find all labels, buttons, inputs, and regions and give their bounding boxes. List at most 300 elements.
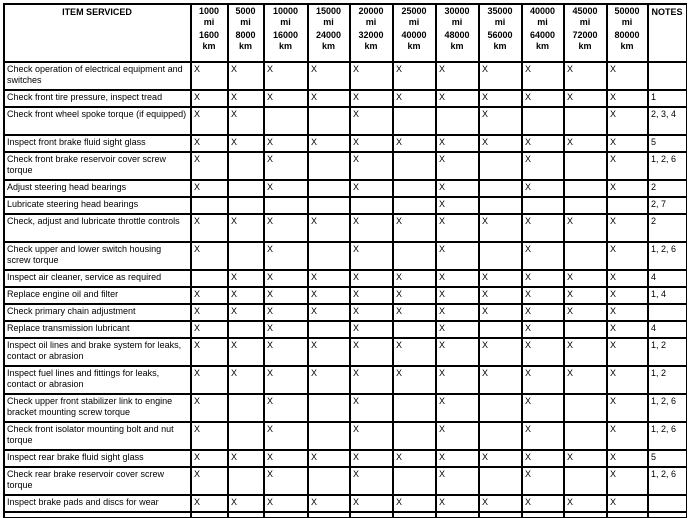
service-mark-cell: X <box>564 338 607 366</box>
notes-header: NOTES <box>648 4 687 62</box>
header-row <box>4 4 687 62</box>
service-mark-cell <box>228 321 264 338</box>
service-mark-cell: X <box>308 270 350 287</box>
service-mark-cell <box>228 197 264 214</box>
service-mark-cell: X <box>564 135 607 152</box>
service-mark-cell: X <box>308 450 350 467</box>
item-serviced-cell: Check primary chain adjustment <box>4 304 191 321</box>
service-mark-cell: X <box>264 321 308 338</box>
service-mark-cell: X <box>522 366 564 394</box>
interval-header <box>393 4 436 62</box>
service-mark-cell <box>522 197 564 214</box>
service-mark-cell: X <box>350 394 393 422</box>
notes-cell: 1, 2, 6 <box>648 152 687 180</box>
service-mark-cell: X <box>191 135 228 152</box>
service-mark-cell <box>191 270 228 287</box>
service-mark-cell: X <box>191 107 228 135</box>
service-mark-cell: X <box>264 62 308 90</box>
service-mark-cell: X <box>479 450 522 467</box>
service-mark-cell: X <box>350 107 393 135</box>
service-mark-cell: X <box>436 422 479 450</box>
service-mark-cell <box>393 321 436 338</box>
service-mark-cell: X <box>308 214 350 242</box>
schedule-row <box>4 90 687 107</box>
service-mark-cell: X <box>436 197 479 214</box>
notes-cell: 4 <box>648 321 687 338</box>
service-mark-cell <box>350 197 393 214</box>
service-mark-cell: X <box>191 422 228 450</box>
interval-km-unit: km <box>620 41 634 51</box>
item-serviced-cell: Check operation of electrical equipment and switches <box>4 62 191 90</box>
interval-km: 8000 <box>235 30 256 40</box>
service-mark-cell: X <box>479 338 522 366</box>
service-mark-cell: X <box>607 90 648 107</box>
interval-miles-unit: mi <box>323 17 334 27</box>
notes-cell: 4 <box>648 270 687 287</box>
interval-km: 72000 <box>572 30 598 40</box>
interval-miles-unit: mi <box>451 17 463 27</box>
item-serviced-cell: Check front wheel spoke torque (if equipped) <box>4 107 191 135</box>
service-mark-cell: X <box>228 450 264 467</box>
service-mark-cell: X <box>393 270 436 287</box>
notes-cell: 2, 3, 4 <box>648 107 687 135</box>
interval-miles: 45000 <box>572 6 598 16</box>
service-mark-cell: X <box>479 304 522 321</box>
service-mark-cell: X <box>191 180 228 197</box>
interval-header <box>564 4 607 62</box>
service-mark-cell: X <box>264 180 308 197</box>
service-mark-cell: X <box>607 495 648 512</box>
service-mark-cell: X <box>191 366 228 394</box>
interval-km-unit: km <box>407 41 421 51</box>
service-mark-cell <box>564 512 607 518</box>
interval-km-unit: km <box>321 41 335 51</box>
interval-miles-unit: mi <box>365 17 377 27</box>
notes-cell <box>648 304 687 321</box>
schedule-row <box>4 321 687 338</box>
service-mark-cell: X <box>228 135 264 152</box>
service-mark-cell: X <box>607 287 648 304</box>
service-mark-cell: X <box>191 450 228 467</box>
interval-header <box>264 4 308 62</box>
service-mark-cell: X <box>607 338 648 366</box>
service-mark-cell: X <box>522 287 564 304</box>
service-mark-cell: X <box>350 287 393 304</box>
service-mark-cell: X <box>393 135 436 152</box>
service-mark-cell <box>393 107 436 135</box>
schedule-row <box>4 422 687 450</box>
service-mark-cell: X <box>264 287 308 304</box>
service-mark-cell <box>479 422 522 450</box>
service-mark-cell: X <box>228 90 264 107</box>
service-mark-cell: X <box>436 338 479 366</box>
schedule-row <box>4 366 687 394</box>
service-mark-cell: X <box>350 242 393 270</box>
interval-miles: 40000 <box>529 6 556 16</box>
service-mark-cell: X <box>350 338 393 366</box>
item-serviced-cell: Inspect brake pads and discs for wear <box>4 495 191 512</box>
service-mark-cell: X <box>191 214 228 242</box>
service-mark-cell: X <box>564 366 607 394</box>
service-mark-cell: X <box>264 152 308 180</box>
service-mark-cell <box>393 180 436 197</box>
notes-cell: 1, 2 <box>648 366 687 394</box>
service-mark-cell: X <box>264 366 308 394</box>
service-mark-cell: X <box>522 62 564 90</box>
interval-header <box>350 4 393 62</box>
service-mark-cell: X <box>564 90 607 107</box>
interval-km: 56000 <box>487 30 513 40</box>
service-mark-cell: X <box>393 214 436 242</box>
interval-header <box>228 4 264 62</box>
interval-miles: 15000 <box>315 6 342 16</box>
schedule-row <box>4 62 687 90</box>
interval-km: 1600 <box>198 30 220 40</box>
notes-cell: 2 <box>648 214 687 242</box>
service-mark-cell: X <box>228 304 264 321</box>
service-mark-cell: X <box>522 214 564 242</box>
service-mark-cell <box>393 152 436 180</box>
service-mark-cell: X <box>393 450 436 467</box>
service-mark-cell <box>393 422 436 450</box>
service-mark-cell: X <box>522 495 564 512</box>
service-mark-cell: X <box>607 321 648 338</box>
service-mark-cell: X <box>191 287 228 304</box>
service-mark-cell: X <box>350 467 393 495</box>
service-mark-cell: X <box>564 270 607 287</box>
schedule-row <box>4 338 687 366</box>
service-mark-cell <box>564 467 607 495</box>
service-mark-cell: X <box>522 467 564 495</box>
service-mark-cell <box>393 394 436 422</box>
interval-header <box>607 4 648 62</box>
interval-miles: 20000 <box>358 6 384 16</box>
service-mark-cell: X <box>607 270 648 287</box>
service-mark-cell: X <box>350 180 393 197</box>
item-serviced-cell: Inspect fuel lines and fittings for leaks, contact or abrasion <box>4 366 191 394</box>
service-mark-cell: X <box>436 135 479 152</box>
schedule-row <box>4 107 687 135</box>
interval-miles: 30000 <box>444 6 470 16</box>
service-mark-cell: X <box>393 495 436 512</box>
service-mark-cell <box>308 197 350 214</box>
service-mark-cell <box>564 242 607 270</box>
service-mark-cell: X <box>308 62 350 90</box>
service-mark-cell: X <box>191 338 228 366</box>
service-mark-cell: X <box>479 62 522 90</box>
service-mark-cell: X <box>479 270 522 287</box>
service-mark-cell <box>393 467 436 495</box>
service-mark-cell: X <box>228 287 264 304</box>
service-mark-cell <box>308 107 350 135</box>
interval-miles-unit: mi <box>494 17 506 27</box>
service-mark-cell: X <box>264 242 308 270</box>
service-mark-cell <box>564 197 607 214</box>
service-mark-cell: X <box>308 304 350 321</box>
service-mark-cell: X <box>607 242 648 270</box>
service-mark-cell: X <box>308 90 350 107</box>
notes-cell: 2, 7 <box>648 197 687 214</box>
service-mark-cell <box>308 321 350 338</box>
service-mark-cell: X <box>393 287 436 304</box>
notes-cell: 1, 2, 6 <box>648 242 687 270</box>
service-mark-cell: X <box>393 90 436 107</box>
service-mark-cell: X <box>564 62 607 90</box>
service-mark-cell <box>479 394 522 422</box>
service-mark-cell <box>607 512 648 518</box>
service-mark-cell: X <box>228 338 264 366</box>
item-serviced-cell: Replace transmission lubricant <box>4 321 191 338</box>
interval-km: 16000 <box>272 30 299 40</box>
service-mark-cell: X <box>191 495 228 512</box>
service-mark-cell <box>393 197 436 214</box>
service-mark-cell <box>564 152 607 180</box>
service-mark-cell: X <box>436 321 479 338</box>
service-mark-cell: X <box>522 135 564 152</box>
schedule-row <box>4 270 687 287</box>
service-mark-cell: X <box>308 287 350 304</box>
notes-cell: 1, 4 <box>648 287 687 304</box>
service-mark-cell: X <box>350 152 393 180</box>
service-mark-cell: X <box>479 90 522 107</box>
service-mark-cell: X <box>264 450 308 467</box>
interval-km: 80000 <box>614 30 640 40</box>
service-mark-cell: X <box>191 90 228 107</box>
interval-miles: 5000 <box>235 6 256 16</box>
service-mark-cell <box>228 152 264 180</box>
schedule-row <box>4 197 687 214</box>
service-mark-cell: X <box>522 422 564 450</box>
interval-km: 48000 <box>444 30 470 40</box>
service-mark-cell: X <box>607 214 648 242</box>
service-mark-cell: X <box>607 467 648 495</box>
service-mark-cell <box>564 394 607 422</box>
service-mark-cell: X <box>393 304 436 321</box>
service-mark-cell <box>350 512 393 518</box>
service-mark-cell <box>228 422 264 450</box>
service-mark-cell <box>228 242 264 270</box>
service-mark-cell: X <box>350 321 393 338</box>
service-mark-cell: X <box>607 304 648 321</box>
service-mark-cell: X <box>564 450 607 467</box>
service-mark-cell <box>264 512 308 518</box>
service-mark-cell: X <box>522 321 564 338</box>
service-mark-cell <box>479 512 522 518</box>
service-mark-cell <box>308 394 350 422</box>
service-mark-cell <box>393 512 436 518</box>
item-serviced-cell: Check upper front stabilizer link to engine bracket mounting screw torque <box>4 394 191 422</box>
service-mark-cell <box>191 512 228 518</box>
service-mark-cell: X <box>350 450 393 467</box>
service-mark-cell: X <box>607 62 648 90</box>
service-mark-cell <box>479 197 522 214</box>
service-mark-cell: X <box>350 304 393 321</box>
service-mark-cell: X <box>522 304 564 321</box>
service-mark-cell: X <box>564 214 607 242</box>
interval-miles: 10000 <box>272 6 299 16</box>
service-mark-cell: X <box>264 394 308 422</box>
service-mark-cell: X <box>522 90 564 107</box>
item-serviced-cell: Check, adjust and lubricate throttle controls <box>4 214 191 242</box>
service-mark-cell: X <box>564 304 607 321</box>
service-mark-cell: X <box>350 62 393 90</box>
schedule-row <box>4 287 687 304</box>
service-mark-cell <box>436 512 479 518</box>
service-mark-cell: X <box>228 270 264 287</box>
notes-cell: 2 <box>648 180 687 197</box>
service-mark-cell: X <box>607 422 648 450</box>
interval-km-unit: km <box>450 41 464 51</box>
service-mark-cell: X <box>264 214 308 242</box>
interval-km-unit: km <box>578 41 592 51</box>
service-mark-cell <box>522 512 564 518</box>
interval-miles: 1000 <box>198 6 220 16</box>
schedule-row <box>4 242 687 270</box>
service-mark-cell <box>228 512 264 518</box>
service-mark-cell: X <box>607 135 648 152</box>
schedule-row <box>4 135 687 152</box>
service-mark-cell: X <box>607 152 648 180</box>
service-mark-cell <box>479 321 522 338</box>
service-mark-cell: X <box>191 467 228 495</box>
service-mark-cell: X <box>393 366 436 394</box>
service-mark-cell <box>564 180 607 197</box>
service-mark-cell: X <box>607 450 648 467</box>
service-mark-cell: X <box>436 287 479 304</box>
service-mark-cell <box>308 242 350 270</box>
service-mark-cell: X <box>308 366 350 394</box>
service-mark-cell: X <box>350 422 393 450</box>
service-mark-cell: X <box>436 214 479 242</box>
service-mark-cell: X <box>191 152 228 180</box>
service-mark-cell: X <box>436 152 479 180</box>
schedule-row <box>4 467 687 495</box>
notes-cell: 1, 2 <box>648 338 687 366</box>
service-mark-cell: X <box>191 242 228 270</box>
service-mark-cell: X <box>522 394 564 422</box>
service-mark-cell: X <box>350 366 393 394</box>
service-mark-cell: X <box>264 422 308 450</box>
service-mark-cell <box>308 467 350 495</box>
service-mark-cell: X <box>522 180 564 197</box>
service-mark-cell: X <box>191 321 228 338</box>
service-mark-cell: X <box>436 180 479 197</box>
service-mark-cell: X <box>564 287 607 304</box>
service-mark-cell: X <box>393 338 436 366</box>
interval-header <box>479 4 522 62</box>
item-serviced-cell <box>4 512 191 518</box>
service-mark-cell: X <box>393 62 436 90</box>
service-mark-cell: X <box>350 270 393 287</box>
service-mark-cell: X <box>228 62 264 90</box>
service-mark-cell: X <box>564 495 607 512</box>
notes-cell: 1, 2, 6 <box>648 422 687 450</box>
service-mark-cell: X <box>350 214 393 242</box>
service-mark-cell: X <box>522 450 564 467</box>
item-serviced-cell: Inspect rear brake fluid sight glass <box>4 450 191 467</box>
schedule-row <box>4 304 687 321</box>
service-mark-cell: X <box>522 338 564 366</box>
interval-km: 64000 <box>529 30 556 40</box>
interval-miles: 25000 <box>401 6 427 16</box>
notes-cell: 1, 2, 6 <box>648 467 687 495</box>
service-mark-cell: X <box>479 495 522 512</box>
service-mark-cell: X <box>479 366 522 394</box>
interval-miles-unit: mi <box>203 17 215 27</box>
service-mark-cell: X <box>436 495 479 512</box>
interval-header <box>191 4 228 62</box>
service-mark-cell: X <box>308 338 350 366</box>
service-mark-cell <box>308 512 350 518</box>
service-mark-cell: X <box>436 304 479 321</box>
service-mark-cell <box>308 152 350 180</box>
service-mark-cell: X <box>607 394 648 422</box>
interval-header <box>436 4 479 62</box>
service-mark-cell: X <box>228 366 264 394</box>
notes-cell: 1 <box>648 90 687 107</box>
service-mark-cell <box>228 467 264 495</box>
interval-miles-unit: mi <box>621 17 633 27</box>
service-mark-cell: X <box>522 270 564 287</box>
service-mark-cell: X <box>607 107 648 135</box>
service-mark-cell <box>479 242 522 270</box>
schedule-row <box>4 180 687 197</box>
service-mark-cell <box>564 422 607 450</box>
interval-km: 40000 <box>401 30 427 40</box>
service-mark-cell <box>436 107 479 135</box>
service-mark-cell: X <box>607 366 648 394</box>
service-mark-cell <box>564 321 607 338</box>
service-mark-cell: X <box>522 242 564 270</box>
service-mark-cell <box>607 197 648 214</box>
service-mark-cell: X <box>436 90 479 107</box>
service-mark-cell <box>308 180 350 197</box>
interval-miles: 50000 <box>614 6 640 16</box>
schedule-row <box>4 450 687 467</box>
notes-cell: 5 <box>648 450 687 467</box>
service-mark-cell: X <box>436 62 479 90</box>
notes-cell: 5 <box>648 135 687 152</box>
service-mark-cell <box>522 107 564 135</box>
service-mark-cell: X <box>228 107 264 135</box>
service-mark-cell: X <box>436 467 479 495</box>
service-mark-cell: X <box>228 495 264 512</box>
interval-km-unit: km <box>238 41 252 51</box>
service-mark-cell: X <box>350 495 393 512</box>
notes-cell <box>648 495 687 512</box>
item-serviced-cell: Inspect front brake fluid sight glass <box>4 135 191 152</box>
service-mark-cell: X <box>191 394 228 422</box>
service-mark-cell <box>479 467 522 495</box>
item-serviced-cell: Check front isolator mounting bolt and nut torque <box>4 422 191 450</box>
interval-header <box>522 4 564 62</box>
item-serviced-cell: Replace engine oil and filter <box>4 287 191 304</box>
maintenance-schedule-table <box>3 3 687 518</box>
item-serviced-header: ITEM SERVICED <box>4 4 191 62</box>
service-mark-cell: X <box>479 135 522 152</box>
item-serviced-cell: Check upper and lower switch housing screw torque <box>4 242 191 270</box>
item-serviced-cell: Check rear brake reservoir cover screw torque <box>4 467 191 495</box>
service-mark-cell: X <box>308 135 350 152</box>
service-mark-cell: X <box>479 214 522 242</box>
service-mark-cell: X <box>264 135 308 152</box>
service-mark-cell: X <box>522 152 564 180</box>
notes-cell: 1, 2, 6 <box>648 394 687 422</box>
service-mark-cell: X <box>436 242 479 270</box>
service-mark-cell: X <box>436 450 479 467</box>
schedule-row <box>4 512 687 518</box>
service-mark-cell <box>264 197 308 214</box>
